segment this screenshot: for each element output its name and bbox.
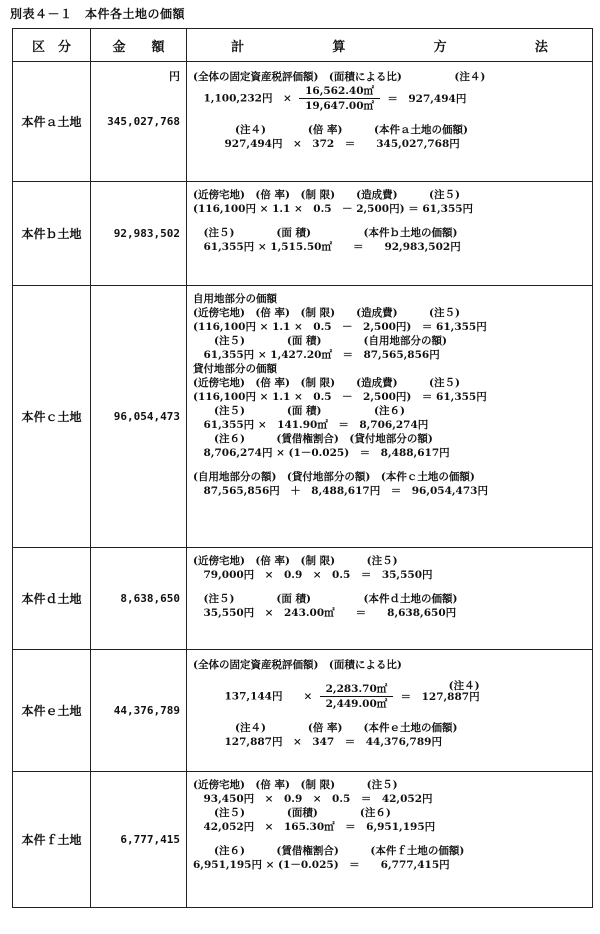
calc-line: 927,494円 × 372 ＝ 345,027,768円 bbox=[193, 138, 460, 150]
calc-method bbox=[187, 548, 593, 650]
table-row bbox=[13, 772, 593, 908]
table-caption: 別表４－１ 本件各土地の価額 bbox=[10, 7, 186, 21]
calc-line: 61,355円 × 1,427.20㎡ ＝ 87,565,856円 bbox=[193, 349, 440, 361]
calc-line: 93,450円 × 0.9 × 0.5 ＝ 42,052円 bbox=[193, 793, 433, 805]
fraction bbox=[320, 682, 394, 711]
calc-method bbox=[187, 182, 593, 286]
amount-value: 6,777,415 bbox=[120, 833, 180, 846]
valuation-table bbox=[12, 28, 593, 908]
calc-line: (自用地部分の額) (貸付地部分の額) (本件ｃ土地の価額) bbox=[193, 471, 475, 483]
land-name: 本件ｆ土地 bbox=[13, 772, 91, 908]
calc-line: (116,100円 × 1.1 × 0.5 － 2,500円) ＝ 61,355円 bbox=[193, 203, 474, 215]
yen-unit: 円 bbox=[169, 70, 180, 83]
calc-line: (近傍宅地) (倍 率) (制 限) (造成費) (注５) bbox=[193, 377, 460, 389]
calc-line: (注５) (面 積) (本件ｄ土地の価額) bbox=[193, 593, 458, 605]
calc-line: 87,565,856円 ＋ 8,488,617円 ＝ 96,054,473円 bbox=[193, 485, 488, 497]
header-calc-char: 方 bbox=[433, 39, 447, 55]
header-calc-char: 算 bbox=[332, 39, 346, 55]
land-amount bbox=[91, 650, 187, 772]
table-row bbox=[13, 286, 593, 548]
calc-line: 61,355円 × 1,515.50㎡ ＝ 92,983,502円 bbox=[193, 241, 461, 253]
spacer bbox=[193, 711, 588, 721]
calc-line: 42,052円 × 165.30㎡ ＝ 6,951,195円 bbox=[193, 821, 436, 833]
spacer bbox=[193, 582, 588, 592]
spacer bbox=[193, 113, 588, 123]
calc-method bbox=[187, 650, 593, 772]
header-calc-char: 計 bbox=[231, 39, 245, 55]
header-calc-char: 法 bbox=[534, 39, 548, 55]
fraction-line bbox=[193, 679, 588, 711]
land-name: 本件ｅ土地 bbox=[13, 650, 91, 772]
calc-line: (近傍宅地) (倍 率) (制 限) (注５) bbox=[193, 555, 398, 567]
fraction-result: ＝ 127,887円 bbox=[400, 690, 480, 703]
calc-line: (注５) (面 積) (自用地部分の額) bbox=[193, 335, 447, 347]
amount-value: 8,638,650 bbox=[120, 592, 180, 605]
land-amount bbox=[91, 182, 187, 286]
header-row bbox=[13, 29, 593, 62]
calc-line: (近傍宅地) (倍 率) (制 限) (造成費) (注５) bbox=[193, 307, 460, 319]
spacer bbox=[193, 460, 588, 470]
calc-line: (近傍宅地) (倍 率) (制 限) (造成費) (注５) bbox=[193, 189, 460, 201]
header-calc bbox=[187, 29, 593, 62]
calc-method bbox=[187, 772, 593, 908]
calc-line: 6,951,195円 × (1－0.025) ＝ 6,777,415円 bbox=[193, 859, 450, 871]
table-row bbox=[13, 62, 593, 182]
calc-line: 貸付地部分の価額 bbox=[193, 363, 277, 375]
calc-method bbox=[187, 286, 593, 548]
calc-line: 127,887円 × 347 ＝ 44,376,789円 bbox=[193, 736, 442, 748]
land-amount bbox=[91, 548, 187, 650]
fraction bbox=[299, 84, 380, 113]
denominator: 19,647.00㎡ bbox=[305, 100, 375, 112]
table-row bbox=[13, 548, 593, 650]
calc-line: 35,550円 × 243.00㎡ ＝ 8,638,650円 bbox=[193, 607, 457, 619]
calc-line: (注５) (面 積) (本件ｂ土地の価額) bbox=[193, 227, 458, 239]
fraction-pre: 137,144円 × bbox=[193, 690, 313, 703]
table-row bbox=[13, 182, 593, 286]
spacer bbox=[193, 216, 588, 226]
fraction-post bbox=[400, 679, 480, 703]
calc-line: (全体の固定資産税評価額) (面積による比) bbox=[193, 659, 402, 671]
calc-method bbox=[187, 62, 593, 182]
calc-line: (116,100円 × 1.1 × 0.5 － 2,500円) ＝ 61,355円 bbox=[193, 391, 487, 403]
table-row bbox=[13, 650, 593, 772]
denominator: 2,449.00㎡ bbox=[325, 698, 388, 710]
numerator: 16,562.40㎡ bbox=[299, 84, 380, 99]
land-name: 本件ｄ土地 bbox=[13, 548, 91, 650]
fraction-pre: 1,100,232円 × bbox=[193, 92, 292, 105]
land-name: 本件ａ土地 bbox=[13, 62, 91, 182]
calc-line: (注６) (賃借権割合) (本件ｆ土地の価額) bbox=[193, 845, 465, 857]
calc-line: (注６) (賃借権割合) (貸付地部分の額) bbox=[193, 433, 433, 445]
fraction-result: ＝ 927,494円 bbox=[387, 92, 467, 105]
spacer bbox=[193, 672, 588, 682]
header-kingaku: 金 額 bbox=[91, 29, 187, 62]
calc-line: (116,100円 × 1.1 × 0.5 － 2,500円) ＝ 61,355円 bbox=[193, 321, 487, 333]
amount-value: 92,983,502 bbox=[113, 227, 180, 240]
header-kubun: 区 分 bbox=[13, 29, 91, 62]
calc-line: 61,355円 × 141.90㎡ ＝ 8,706,274円 bbox=[193, 419, 429, 431]
amount-value: 96,054,473 bbox=[113, 410, 180, 423]
calc-line: (注４) (倍 率) (本件ｅ土地の価額) bbox=[193, 722, 458, 734]
amount-value: 44,376,789 bbox=[113, 704, 180, 717]
calc-line: (注５) (面 積) (注６) bbox=[193, 405, 405, 417]
calc-line: 8,706,274円 × (1－0.025) ＝ 8,488,617円 bbox=[193, 447, 450, 459]
calc-line: (全体の固定資産税評価額) (面積による比) (注４) bbox=[193, 71, 486, 83]
numerator: 2,283.70㎡ bbox=[320, 682, 394, 697]
fraction-post bbox=[387, 93, 466, 105]
calc-line: (近傍宅地) (倍 率) (制 限) (注５) bbox=[193, 779, 398, 791]
note-label: (注４) bbox=[448, 679, 480, 692]
calc-line: (注４) (倍 率) (本件ａ土地の価額) bbox=[193, 124, 468, 136]
calc-line: 79,000円 × 0.9 × 0.5 ＝ 35,550円 bbox=[193, 569, 433, 581]
fraction-line bbox=[193, 84, 588, 113]
land-name: 本件ｂ土地 bbox=[13, 182, 91, 286]
land-amount bbox=[91, 62, 187, 182]
land-name: 本件ｃ土地 bbox=[13, 286, 91, 548]
amount-value: 345,027,768 bbox=[107, 115, 180, 128]
calc-line: (注５) (面積) (注６) bbox=[193, 807, 391, 819]
land-amount bbox=[91, 772, 187, 908]
calc-line: 自用地部分の価額 bbox=[193, 293, 277, 305]
land-amount bbox=[91, 286, 187, 548]
spacer bbox=[193, 834, 588, 844]
